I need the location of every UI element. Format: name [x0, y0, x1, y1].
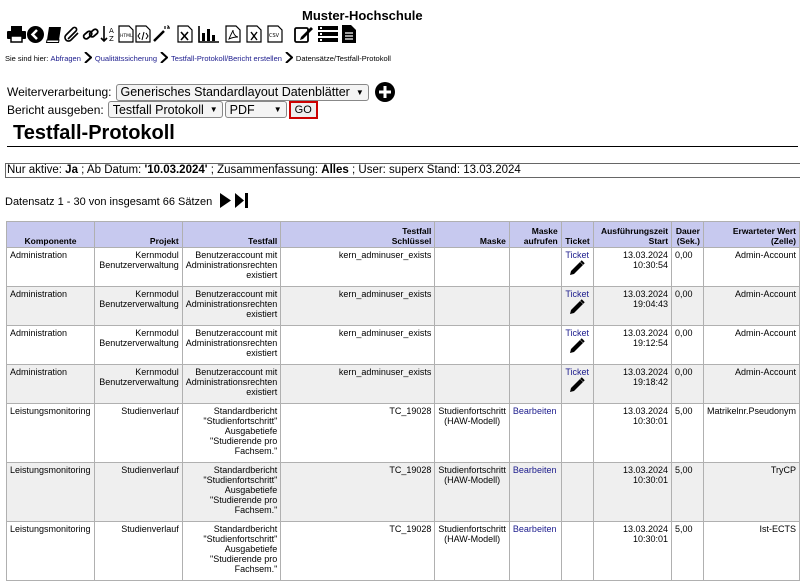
- table-row: [7, 404, 800, 463]
- cell-erwarteter-wert: Matrikelnr.Pseudonym: [703, 404, 799, 463]
- col-header-erwarteter-wert[interactable]: Erwarteter Wert (Zelle): [703, 222, 799, 248]
- cell-projekt: Kernmodul Benutzerverwaltung: [94, 248, 182, 287]
- cell-testfall: Standardbericht "Studienfortschritt" Ausgabetiefe "Studierende pro Fachsem.": [182, 463, 281, 522]
- format-select[interactable]: [225, 101, 287, 118]
- filter-nur-aktive-value: Ja: [65, 164, 78, 176]
- testfall-table: [6, 221, 800, 581]
- cell-ticket: [561, 365, 593, 404]
- cell-maske: [435, 365, 510, 404]
- filter-ab-datum-label: ; Ab Datum:: [81, 164, 142, 176]
- breadcrumb-item-testfall-protokoll[interactable]: Testfall-Protokoll/Bericht erstellen: [171, 54, 282, 63]
- cell-projekt: Kernmodul Benutzerverwaltung: [94, 326, 182, 365]
- weiterverarbeitung-select[interactable]: [116, 84, 369, 101]
- filter-zusammenfassung-label: ; Zusammenfassung:: [210, 164, 319, 176]
- svg-text:A: A: [109, 27, 114, 35]
- table-row: [7, 365, 800, 404]
- table-row: [7, 463, 800, 522]
- bericht-label: Bericht ausgeben:: [7, 102, 104, 117]
- bearbeiten-link[interactable]: Bearbeiten: [512, 465, 557, 475]
- books-icon[interactable]: [45, 24, 63, 44]
- paperclip-icon[interactable]: [64, 24, 81, 44]
- edit-icon[interactable]: [294, 24, 314, 44]
- cell-projekt: Kernmodul Benutzerverwaltung: [94, 365, 182, 404]
- col-header-ticket[interactable]: Ticket: [561, 222, 593, 248]
- col-header-dauer[interactable]: Dauer (Sek.): [672, 222, 704, 248]
- link-icon[interactable]: [82, 24, 99, 44]
- table-row: [7, 287, 800, 326]
- cell-ausfuehrungszeit: 13.03.2024 19:12:54: [593, 326, 671, 365]
- col-header-maske-aufrufen[interactable]: Maske aufrufen: [509, 222, 561, 248]
- back-icon[interactable]: [27, 24, 44, 44]
- bearbeiten-link[interactable]: Bearbeiten: [512, 406, 557, 416]
- cell-maske: Studienfortschritt (HAW-Modell): [435, 522, 510, 581]
- cell-komponente: Leistungsmonitoring: [7, 404, 95, 463]
- cell-ausfuehrungszeit: 13.03.2024 10:30:01: [593, 404, 671, 463]
- cell-maske-aufrufen: [509, 287, 561, 326]
- breadcrumb-item-abfragen[interactable]: Abfragen: [50, 54, 81, 63]
- chart-icon[interactable]: [198, 24, 220, 44]
- filter-nur-aktive-label: Nur aktive:: [7, 164, 62, 176]
- filter-zusammenfassung-value: Alles: [321, 164, 349, 176]
- cell-dauer: 0,00: [672, 248, 704, 287]
- cell-ticket: [561, 326, 593, 365]
- cell-dauer: 0,00: [672, 287, 704, 326]
- cell-testfall: Standardbericht "Studienfortschritt" Ausgabetiefe "Studierende pro Fachsem.": [182, 404, 281, 463]
- pencil-icon[interactable]: [569, 338, 585, 356]
- pencil-icon[interactable]: [569, 377, 585, 395]
- cell-dauer: 5,00: [672, 463, 704, 522]
- cell-komponente: Administration: [7, 365, 95, 404]
- ticket-link[interactable]: Ticket: [565, 328, 590, 338]
- cell-maske: [435, 287, 510, 326]
- cell-ticket: [561, 463, 593, 522]
- weiterverarbeitung-row: [7, 82, 395, 102]
- next-page-icon[interactable]: [220, 193, 231, 211]
- cell-projekt: Studienverlauf: [94, 404, 182, 463]
- report-select[interactable]: [108, 101, 223, 118]
- pdf-icon[interactable]: [225, 24, 241, 44]
- wand-icon[interactable]: [152, 24, 170, 44]
- cell-schluessel: kern_adminuser_exists: [281, 248, 435, 287]
- cell-maske: [435, 248, 510, 287]
- cell-maske: Studienfortschritt (HAW-Modell): [435, 463, 510, 522]
- cell-maske: [435, 326, 510, 365]
- table-row: [7, 326, 800, 365]
- ticket-link[interactable]: Ticket: [565, 289, 590, 299]
- cell-erwarteter-wert: Admin-Account: [703, 287, 799, 326]
- html-icon[interactable]: [118, 24, 134, 44]
- print-icon[interactable]: [7, 24, 26, 44]
- col-header-komponente[interactable]: Komponente: [7, 222, 95, 248]
- report-select-value: Testfall Protokoll: [112, 102, 204, 117]
- csv-icon-label: CSV: [269, 33, 280, 39]
- chevron-right-icon: [285, 52, 293, 65]
- chevron-down-icon: ▼: [355, 87, 364, 97]
- breadcrumb: [5, 52, 391, 65]
- chevron-down-icon: ▼: [209, 105, 218, 114]
- cell-schluessel: TC_19028: [281, 404, 435, 463]
- cell-dauer: 5,00: [672, 522, 704, 581]
- last-page-icon[interactable]: [235, 193, 248, 211]
- cell-dauer: 0,00: [672, 365, 704, 404]
- cell-ausfuehrungszeit: 13.03.2024 10:30:01: [593, 522, 671, 581]
- toolbar: [7, 24, 357, 44]
- cell-testfall: Benutzeraccount mit Administrationsrechten existiert: [182, 326, 281, 365]
- breadcrumb-prefix: Sie sind hier:: [5, 54, 49, 63]
- table-row: [7, 522, 800, 581]
- csv-icon[interactable]: [267, 24, 283, 44]
- chevron-down-icon: ▼: [273, 105, 282, 114]
- filter-ab-datum-value: '10.03.2024': [144, 164, 208, 176]
- format-select-value: PDF: [229, 102, 255, 117]
- record-count: Datensatz 1 - 30 von insgesamt 66 Sätzen: [5, 196, 213, 208]
- cell-maske-aufrufen: [509, 404, 561, 463]
- cell-maske-aufrufen: [509, 522, 561, 581]
- col-header-testfall[interactable]: Testfall: [182, 222, 281, 248]
- weiterverarbeitung-label: Weiterverarbeitung:: [7, 85, 112, 99]
- cell-schluessel: TC_19028: [281, 522, 435, 581]
- page-title: Testfall-Protokoll: [13, 122, 175, 144]
- pencil-icon[interactable]: [569, 299, 585, 317]
- cell-maske-aufrufen: [509, 248, 561, 287]
- cell-ticket: [561, 522, 593, 581]
- filter-user-stand: ; User: superx Stand: 13.03.2024: [352, 164, 521, 176]
- cell-komponente: Leistungsmonitoring: [7, 463, 95, 522]
- chevron-right-icon: [84, 52, 92, 65]
- sort-icon[interactable]: [100, 24, 117, 44]
- breadcrumb-item-qualitaetssicherung[interactable]: Qualitätssicherung: [94, 54, 158, 63]
- cell-ticket: [561, 287, 593, 326]
- col-header-schluessel[interactable]: Testfall Schlüssel: [281, 222, 435, 248]
- list-icon[interactable]: [318, 24, 338, 44]
- svg-text:Z: Z: [109, 35, 114, 43]
- cell-maske-aufrufen: [509, 365, 561, 404]
- cell-maske: Studienfortschritt (HAW-Modell): [435, 404, 510, 463]
- ticket-link[interactable]: Ticket: [565, 367, 590, 377]
- cell-projekt: Studienverlauf: [94, 463, 182, 522]
- cell-maske-aufrufen: [509, 326, 561, 365]
- cell-testfall: Standardbericht "Studienfortschritt" Ausgabetiefe "Studierende pro Fachsem.": [182, 522, 281, 581]
- bericht-row: [7, 101, 317, 118]
- html-icon-label: HTML: [120, 34, 133, 39]
- add-icon[interactable]: [375, 82, 395, 102]
- cell-schluessel: TC_19028: [281, 463, 435, 522]
- table-header-row: [7, 222, 800, 248]
- cell-erwarteter-wert: TryCP: [703, 463, 799, 522]
- filter-summary: [5, 163, 800, 178]
- col-header-maske[interactable]: Maske: [435, 222, 510, 248]
- cell-ausfuehrungszeit: 13.03.2024 10:30:54: [593, 248, 671, 287]
- xlsx-icon[interactable]: [246, 24, 262, 44]
- cell-komponente: Leistungsmonitoring: [7, 522, 95, 581]
- cell-schluessel: kern_adminuser_exists: [281, 326, 435, 365]
- breadcrumb-current: Datensätze/Testfall-Protokoll: [295, 54, 391, 63]
- cell-ausfuehrungszeit: 13.03.2024 19:04:43: [593, 287, 671, 326]
- cell-komponente: Administration: [7, 326, 95, 365]
- chevron-right-icon: [160, 52, 168, 65]
- table-row: [7, 248, 800, 287]
- cell-testfall: Benutzeraccount mit Administrationsrechten existiert: [182, 365, 281, 404]
- cell-komponente: Administration: [7, 287, 95, 326]
- cell-maske-aufrufen: [509, 463, 561, 522]
- cell-ausfuehrungszeit: 13.03.2024 19:18:42: [593, 365, 671, 404]
- cell-schluessel: kern_adminuser_exists: [281, 287, 435, 326]
- go-button[interactable]: GO: [290, 102, 317, 118]
- cell-erwarteter-wert: Admin-Account: [703, 365, 799, 404]
- cell-dauer: 0,00: [672, 326, 704, 365]
- cell-erwarteter-wert: Ist-ECTS: [703, 522, 799, 581]
- ticket-link[interactable]: Ticket: [565, 250, 590, 260]
- pencil-icon[interactable]: [569, 260, 585, 278]
- cell-erwarteter-wert: Admin-Account: [703, 326, 799, 365]
- cell-schluessel: kern_adminuser_exists: [281, 365, 435, 404]
- cell-ticket: [561, 248, 593, 287]
- cell-testfall: Benutzeraccount mit Administrationsrechten existiert: [182, 287, 281, 326]
- cell-ausfuehrungszeit: 13.03.2024 10:30:01: [593, 463, 671, 522]
- cell-projekt: Kernmodul Benutzerverwaltung: [94, 287, 182, 326]
- excel-icon[interactable]: [177, 24, 193, 44]
- col-header-ausfuehrungszeit[interactable]: Ausführungszeit Start: [593, 222, 671, 248]
- cell-testfall: Benutzeraccount mit Administrationsrechten existiert: [182, 248, 281, 287]
- cell-erwarteter-wert: Admin-Account: [703, 248, 799, 287]
- title-divider: [7, 146, 798, 147]
- institution-title: Muster-Hochschule: [302, 8, 423, 23]
- cell-dauer: 5,00: [672, 404, 704, 463]
- bearbeiten-link[interactable]: Bearbeiten: [512, 524, 557, 534]
- cell-komponente: Administration: [7, 248, 95, 287]
- cell-ticket: [561, 404, 593, 463]
- document-icon[interactable]: [342, 24, 356, 44]
- cell-projekt: Studienverlauf: [94, 522, 182, 581]
- weiterverarbeitung-value: Generisches Standardlayout Datenblätter: [120, 85, 350, 99]
- xml-icon[interactable]: [135, 24, 151, 44]
- record-info: [5, 193, 248, 211]
- col-header-projekt[interactable]: Projekt: [94, 222, 182, 248]
